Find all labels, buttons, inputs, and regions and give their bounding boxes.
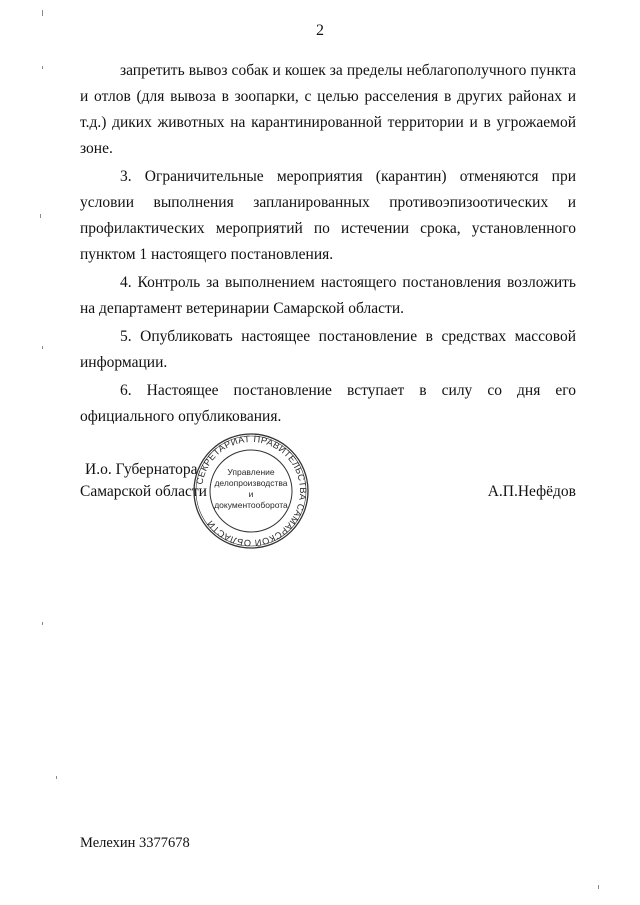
scan-speck xyxy=(40,214,41,218)
scan-speck xyxy=(56,776,57,779)
scan-speck xyxy=(598,885,599,889)
stamp-inner-text xyxy=(211,467,291,511)
signatory-position-line1: И.о. Губернатора xyxy=(85,461,198,478)
document-body xyxy=(80,58,576,430)
stamp-inner-line3: и документооборота xyxy=(214,489,288,510)
scan-speck xyxy=(42,346,43,349)
paragraph-item-6: 6. Настоящее постановление вступает в силу со дня его официального опубликования. xyxy=(80,382,576,425)
executor-contact: Мелехин 3377678 xyxy=(80,835,190,851)
paragraph-item-3: 3. Ограничительные мероприятия (карантин) отменяются при условии выполнения запланированных противоэпизоотических и профилактических мероприятий по истечении срока, установленного пунктом 1 настоящего постановления. xyxy=(80,168,576,263)
official-stamp xyxy=(191,432,311,550)
page-number: 2 xyxy=(316,22,324,39)
paragraph-continuation: запретить вывоз собак и кошек за пределы неблагополучного пункта и отлов (для вывоза в зоопарки, с целью расселения в других районах и т.д.) диких животных на карантинированной территории и в угрожаемой зоне. xyxy=(80,62,576,157)
scan-speck xyxy=(42,66,43,69)
stamp-inner-line2: делопроизводства xyxy=(214,478,288,488)
stamp-ring-text: СЕКРЕТАРИАТ ПРАВИТЕЛЬСТВА САМАРСКОЙ ОБЛАСТИ xyxy=(194,433,309,549)
paragraph-item-4: 4. Контроль за выполнением настоящего постановления возложить на департамент ветеринарии Самарской области. xyxy=(80,274,576,317)
scan-speck xyxy=(42,622,43,625)
signatory-name: А.П.Нефёдов xyxy=(487,483,576,500)
paragraph-item-5: 5. Опубликовать настоящее постановление в средствах массовой информации. xyxy=(80,328,576,371)
signatory-position-line2: Самарской области xyxy=(80,483,207,500)
scan-speck xyxy=(42,10,43,16)
stamp-inner-line1: Управление xyxy=(227,467,275,477)
signatory-position xyxy=(80,459,207,503)
